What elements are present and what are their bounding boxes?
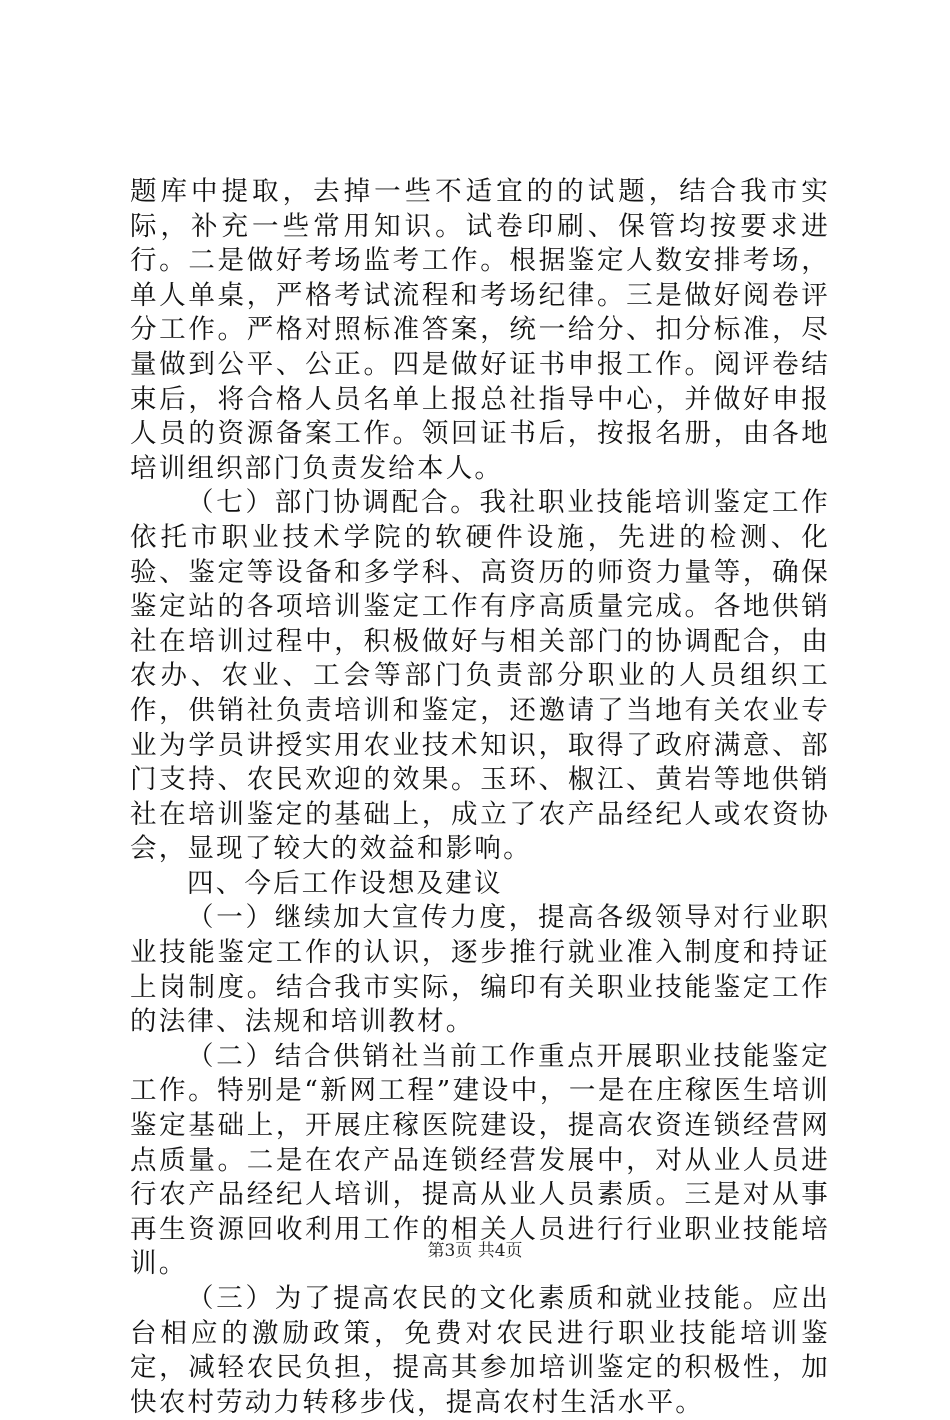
paragraph-publicity: （一）继续加大宣传力度，提高各级领导对行业职业技能鉴定工作的认识，逐步推行就业准入制度和持证上岗制度。结合我市实际，编印有关职业技能鉴定工作的法律、法规和培训教材。 bbox=[130, 902, 830, 1038]
paragraph-farmer-incentives: （三）为了提高农民的文化素质和就业技能。应出台相应的激励政策，免费对农民进行职业技能培训鉴定，减轻农民负担，提高其参加培训鉴定的积极性，加快农村劳动力转移步伐，提高农村生活水平。 bbox=[130, 1283, 830, 1418]
paragraph-exam-procedures: 题库中提取，去掉一些不适宜的的试题，结合我市实际，补充一些常用知识。试卷印刷、保管均按要求进行。二是做好考场监考工作。根据鉴定人数安排考场，单人单桌，严格考试流程和考场纪律。三是做好阅卷评分工作。严格对照标准答案，统一给分、扣分标准，尽量做到公平、公正。四是做好证书申报工作。阅评卷结束后，将合格人员名单上报总社指导中心，并做好申报人员的资源备案工作。领回证书后，按报名册，由各地培训组织部门负责发给本人。 bbox=[130, 176, 830, 484]
paragraph-focus-work: （二）结合供销社当前工作重点开展职业技能鉴定工作。特别是“新网工程”建设中，一是在庄稼医生培训鉴定基础上，开展庄稼医院建设，提高农资连锁经营网点质量。二是在农产品连锁经营发展中，对从业人员进行农产品经纪人培训，提高从业人员素质。三是对从事再生资源回收利用工作的相关人员进行行业职业技能培训。 bbox=[130, 1040, 830, 1280]
section-heading-future-plans: 四、今后工作设想及建议 bbox=[187, 867, 503, 899]
paragraph-department-coordination: （七）部门协调配合。我社职业技能培训鉴定工作依托市职业技术学院的软硬件设施，先进的检测、化验、鉴定等设备和多学科、高资历的师资力量等，确保鉴定站的各项培训鉴定工作有序高质量完成。各地供销社在培训过程中，积极做好与相关部门的协调配合，由农办、农业、工会等部门负责部分职业的人员组织工作，供销社负责培训和鉴定，还邀请了当地有关农业专业为学员讲授实用农业技术知识，取得了政府满意、部门支持、农民欢迎的效果。玉环、椒江、黄岩等地供销社在培训鉴定的基础上，成立了农产品经纪人或农资协会，显现了较大的效益和影响。 bbox=[130, 487, 830, 865]
page-number-footer: 第3页 共4页 bbox=[427, 1241, 523, 1261]
document-body bbox=[130, 175, 830, 1420]
